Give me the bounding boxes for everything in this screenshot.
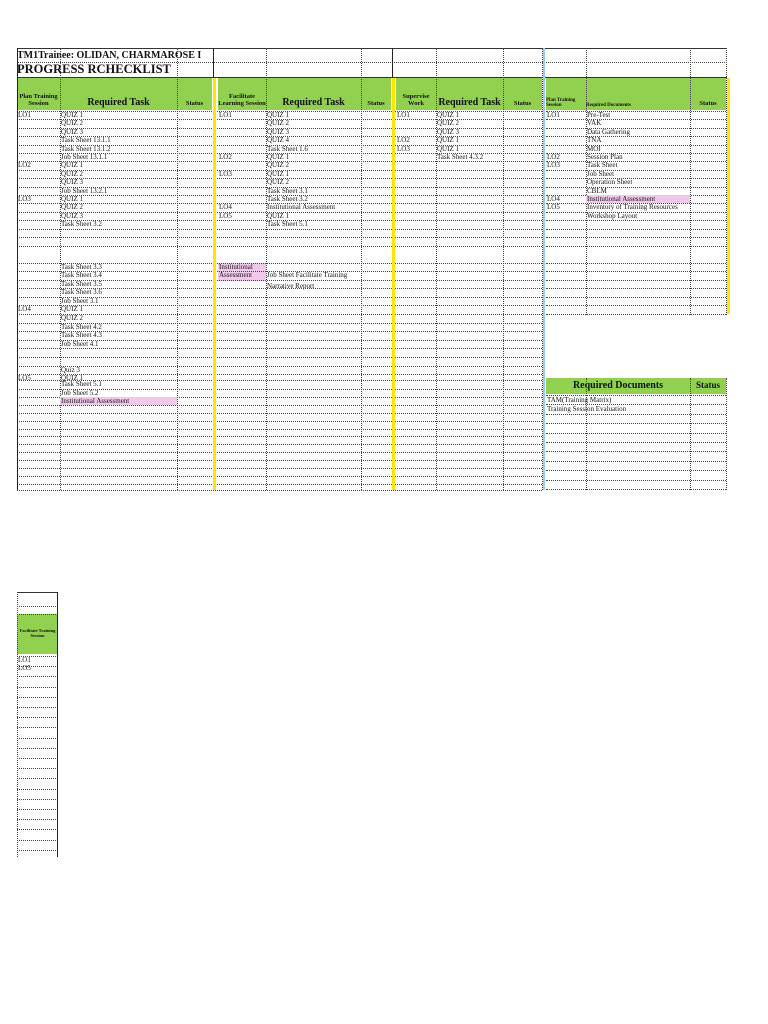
- b5-row-line-2: [546, 414, 726, 415]
- block4-lo-0: LO1: [547, 111, 560, 119]
- b6-top: [17, 592, 58, 593]
- block2-lo-12: LO5: [219, 211, 232, 220]
- block1-task-30: Institutional Assessment: [60, 397, 177, 405]
- block1-task-6: QUIZ 1: [61, 161, 83, 170]
- b5-row-line-9: [546, 480, 726, 481]
- block4-doc-12: Workshop Layout: [587, 211, 638, 220]
- b4-row-line-2: [546, 128, 726, 129]
- block1-task-1: QUIZ 2: [61, 119, 83, 128]
- row-line-23: [17, 314, 542, 315]
- block1-task-19: Job Sheet 3.1: [61, 296, 99, 305]
- b6-left: [17, 592, 18, 857]
- block2-status-header: Status: [361, 78, 391, 110]
- block1-task-0: QUIZ 1: [61, 111, 83, 119]
- block1-lo-20: LO4: [18, 305, 31, 314]
- block6-lo-0: LO1: [18, 656, 31, 664]
- b6-row-line-16: [17, 819, 58, 820]
- b5-row-line-6: [546, 451, 726, 452]
- row-line-27: [17, 348, 542, 349]
- row-line-30: [17, 374, 542, 375]
- block2-lo-7: LO3: [219, 169, 232, 178]
- block1-task-23: Task Sheet 4.3: [61, 331, 102, 340]
- block1-task-27: QUIZ 1: [61, 374, 83, 383]
- block1-task-18: Task Sheet 3.6: [61, 288, 102, 297]
- b4-row-line-20: [546, 288, 726, 289]
- block6-lo-1: LO5: [18, 664, 31, 672]
- block2-task-header: Required Task: [266, 78, 361, 110]
- block1-task-7: QUIZ 2: [61, 169, 83, 178]
- block2-task-4: Task Sheet 1.6: [267, 144, 308, 153]
- row-line-45: [17, 490, 542, 491]
- b4-col-line-1: [690, 48, 691, 315]
- block1-task-29: Job Sheet 5.2: [61, 389, 99, 397]
- b6-line-b: [17, 614, 58, 615]
- block2-extra-lo: [218, 263, 266, 281]
- b4-row-line-7: [546, 170, 726, 171]
- b5-row-line-10: [546, 489, 726, 490]
- block2-task-10: Task Sheet 3.2: [267, 195, 308, 203]
- b6-row-line-14: [17, 799, 58, 800]
- b4-bottom: [546, 314, 726, 315]
- block2-task-13: Task Sheet 5.1: [267, 220, 308, 229]
- block1-task-28: Task Sheet 5.1: [61, 380, 102, 388]
- block4-doc-11: Inventory of Training Resources: [587, 203, 678, 212]
- row-line-41: [17, 460, 542, 461]
- b6-row-line-9: [17, 748, 58, 749]
- b6-row-line-5: [17, 707, 58, 708]
- block1-task-26: Quiz 3: [61, 365, 80, 374]
- b5-col-line-1: [690, 378, 691, 490]
- block4-lo-11: LO5: [547, 203, 560, 212]
- block4-doc-3: TNA: [587, 136, 602, 145]
- sheet-subtitle: PROGRESS RCHECKLIST: [17, 62, 171, 76]
- b4-row-line-5: [546, 153, 726, 154]
- block2-task-8: QUIZ 2: [267, 178, 289, 187]
- b4-row-line-3: [546, 136, 726, 137]
- row-line-44: [17, 484, 542, 485]
- b6-row-line-2: [17, 676, 58, 677]
- yellow-marker-3: [727, 78, 730, 314]
- block4-lo-6: LO3: [547, 161, 560, 170]
- block1-lo-0: LO1: [18, 111, 31, 119]
- b6-right: [57, 592, 58, 857]
- block2-extra-lo-line2: Assessment: [219, 271, 253, 279]
- block4-doc-6: Task Sheet: [587, 161, 618, 170]
- b6-row-line-3: [17, 687, 58, 688]
- block2-lo-5: LO2: [219, 153, 232, 161]
- block3-lo-3: LO2: [397, 136, 410, 145]
- block3-task-1: QUIZ 2: [437, 119, 459, 128]
- b6-line-a: [17, 606, 58, 607]
- b4-row-line-0: [546, 111, 726, 112]
- block3-task-0: QUIZ 1: [437, 111, 459, 119]
- row-line-38: [17, 436, 542, 437]
- block4-doc-7: Job Sheet: [587, 169, 615, 178]
- block2-lo-11: LO4: [219, 203, 232, 212]
- block3-lo-0: LO1: [397, 111, 410, 119]
- row-line-16: [17, 246, 542, 247]
- row-line-22: [17, 305, 542, 306]
- block6-header: Facilitate Training Session: [17, 614, 58, 654]
- row-line-29: [17, 366, 542, 367]
- b6-row-line-15: [17, 809, 58, 810]
- b6-row-line-8: [17, 738, 58, 739]
- row-line-14: [17, 229, 542, 230]
- row-line-43: [17, 476, 542, 477]
- grid-title-divider: [17, 62, 727, 63]
- block3-task-4: QUIZ 1: [437, 144, 459, 153]
- block5-status-header: Status: [690, 378, 726, 394]
- grid-header-top: [17, 77, 727, 78]
- b6-row-line-11: [17, 768, 58, 769]
- b5-row-line-7: [546, 461, 726, 462]
- block2-extra-task2: Narrative Report: [267, 282, 315, 290]
- block4-lo-5: LO2: [547, 153, 560, 161]
- b4-row-line-1: [546, 119, 726, 120]
- block2-extra-task: Job Sheet Facilitate Training: [267, 271, 348, 279]
- b4-row-line-18: [546, 271, 726, 272]
- b6-row-line-6: [17, 717, 58, 718]
- row-line-34: [17, 405, 542, 406]
- block2-task-7: QUIZ 1: [267, 169, 289, 178]
- b4-row-line-14: [546, 229, 726, 230]
- col-line-6: [503, 48, 504, 490]
- block4-docs-header: Required Documents: [586, 78, 690, 110]
- block1-task-5: Job Sheet 13.1.1: [61, 153, 108, 161]
- block3-session-header: Supervise Work: [396, 78, 436, 110]
- row-line-40: [17, 452, 542, 453]
- row-line-37: [17, 429, 542, 430]
- b6-row-line-17: [17, 829, 58, 830]
- block2-task-1: QUIZ 2: [267, 119, 289, 128]
- b5-row-line-8: [546, 470, 726, 471]
- blue-marker: [543, 48, 545, 490]
- block2-extra-lo-line1: Institutional: [219, 263, 253, 271]
- block2-task-9: Task Sheet 3.1: [267, 186, 308, 195]
- block1-task-8: QUIZ 3: [61, 178, 83, 187]
- b6-row-line-10: [17, 758, 58, 759]
- block2-task-3: QUIZ 4: [267, 136, 289, 145]
- block5-doc-1: Training Session Evaluation: [547, 405, 627, 413]
- block1-task-2: QUIZ 3: [61, 127, 83, 136]
- sheet-title: TM1Trainee: OLIDAN, CHARMAROSE I: [17, 50, 202, 61]
- yellow-marker-1: [213, 78, 216, 490]
- b6-row-line-4: [17, 697, 58, 698]
- block1-task-11: QUIZ 2: [61, 203, 83, 212]
- block3-task-5: Task Sheet 4.3.2: [437, 153, 484, 161]
- block1-task-9: Job Sheet 13.2.1: [61, 186, 108, 195]
- row-line-15: [17, 237, 542, 238]
- block5-docs-header: Required Documents: [546, 378, 690, 394]
- block4-doc-10: Institutional Assessment: [586, 195, 690, 203]
- block1-lo-10: LO3: [18, 195, 31, 203]
- b4-row-line-15: [546, 237, 726, 238]
- block3-task-2: QUIZ 3: [437, 127, 459, 136]
- col-line-4: [361, 48, 362, 490]
- block2-lo-0: LO1: [219, 111, 232, 119]
- block2-task-5: QUIZ 1: [267, 153, 289, 161]
- block1-task-15: Task Sheet 3.3: [61, 263, 102, 271]
- b6-row-line-12: [17, 778, 58, 779]
- grid-top-border: [17, 48, 727, 49]
- row-line-35: [17, 413, 542, 414]
- block4-session-header: Plan Training Session: [546, 78, 586, 110]
- block4-doc-5: Session Plan: [587, 153, 623, 161]
- block2-task-6: QUIZ 2: [267, 161, 289, 170]
- block3-task-header: Required Task: [436, 78, 503, 110]
- block2-task-2: QUIZ 3: [267, 127, 289, 136]
- b4-row-line-13: [546, 220, 726, 221]
- block4-status-header: Status: [690, 78, 726, 110]
- block1-task-21: QUIZ 2: [61, 314, 83, 322]
- block1-lo-27: LO5: [18, 374, 31, 383]
- block1-task-13: Task Sheet 3.2: [61, 220, 102, 229]
- block1-task-20: QUIZ 1: [61, 305, 83, 314]
- block1-task-3: Task Sheet 13.1.1: [61, 136, 111, 145]
- b5-row-line-4: [546, 433, 726, 434]
- block1-lo-6: LO2: [18, 161, 31, 170]
- block4-lo-10: LO4: [547, 195, 560, 203]
- block4-doc-8: Operation Sheet: [587, 178, 633, 187]
- b6-row-line-18: [17, 840, 58, 841]
- yellow-marker-2: [392, 78, 395, 490]
- block2-task-11: Institutional Assessment: [267, 203, 336, 212]
- block2-session-header: Facilitate Learning Session: [218, 78, 266, 110]
- block3-task-3: QUIZ 1: [437, 136, 459, 145]
- block1-task-22: Task Sheet 4.2: [61, 322, 102, 331]
- block2-task-0: QUIZ 1: [267, 111, 289, 119]
- block1-task-10: QUIZ 1: [61, 195, 83, 203]
- block4-doc-1: VAK: [587, 119, 602, 128]
- b4-row-line-6: [546, 161, 726, 162]
- block1-task-header: Required Task: [60, 78, 177, 110]
- row-line-28: [17, 357, 542, 358]
- b4-row-line-8: [546, 178, 726, 179]
- b5-row-line-5: [546, 442, 726, 443]
- block2-task-12: QUIZ 1: [267, 211, 289, 220]
- block3-status-header: Status: [503, 78, 542, 110]
- b4-row-line-21: [546, 297, 726, 298]
- b5-col-line-2: [726, 378, 727, 490]
- b4-row-line-19: [546, 280, 726, 281]
- block4-doc-2: Data Gathering: [587, 127, 630, 136]
- block1-task-17: Task Sheet 3.5: [61, 279, 102, 288]
- block1-session-header: Plan Training Session: [17, 78, 60, 110]
- block4-doc-4: MOI: [587, 144, 601, 153]
- row-line-42: [17, 468, 542, 469]
- block4-doc-0: Pre-Test: [587, 111, 611, 119]
- row-line-36: [17, 421, 542, 422]
- block3-lo-4: LO3: [397, 144, 410, 153]
- b6-row-line-19: [17, 850, 58, 851]
- b6-row-line-13: [17, 789, 58, 790]
- block1-status-header: Status: [177, 78, 212, 110]
- b4-row-line-16: [546, 246, 726, 247]
- block1-task-16: Task Sheet 3.4: [61, 271, 102, 279]
- b5-row-line-3: [546, 423, 726, 424]
- block1-task-24: Job Sheet 4.1: [61, 339, 99, 348]
- row-line-39: [17, 444, 542, 445]
- block1-task-12: QUIZ 3: [61, 211, 83, 220]
- block4-doc-9: CBLM: [587, 186, 607, 195]
- block1-task-4: Task Sheet 13.1.2: [61, 144, 111, 153]
- block5-doc-0: TAM(Training Matrix): [547, 396, 612, 404]
- b4-row-line-9: [546, 187, 726, 188]
- b6-row-line-7: [17, 727, 58, 728]
- col-line-2: [177, 48, 178, 490]
- b4-row-line-17: [546, 263, 726, 264]
- b4-row-line-4: [546, 145, 726, 146]
- b4-row-line-22: [546, 305, 726, 306]
- b5-col-line-0: [586, 378, 587, 490]
